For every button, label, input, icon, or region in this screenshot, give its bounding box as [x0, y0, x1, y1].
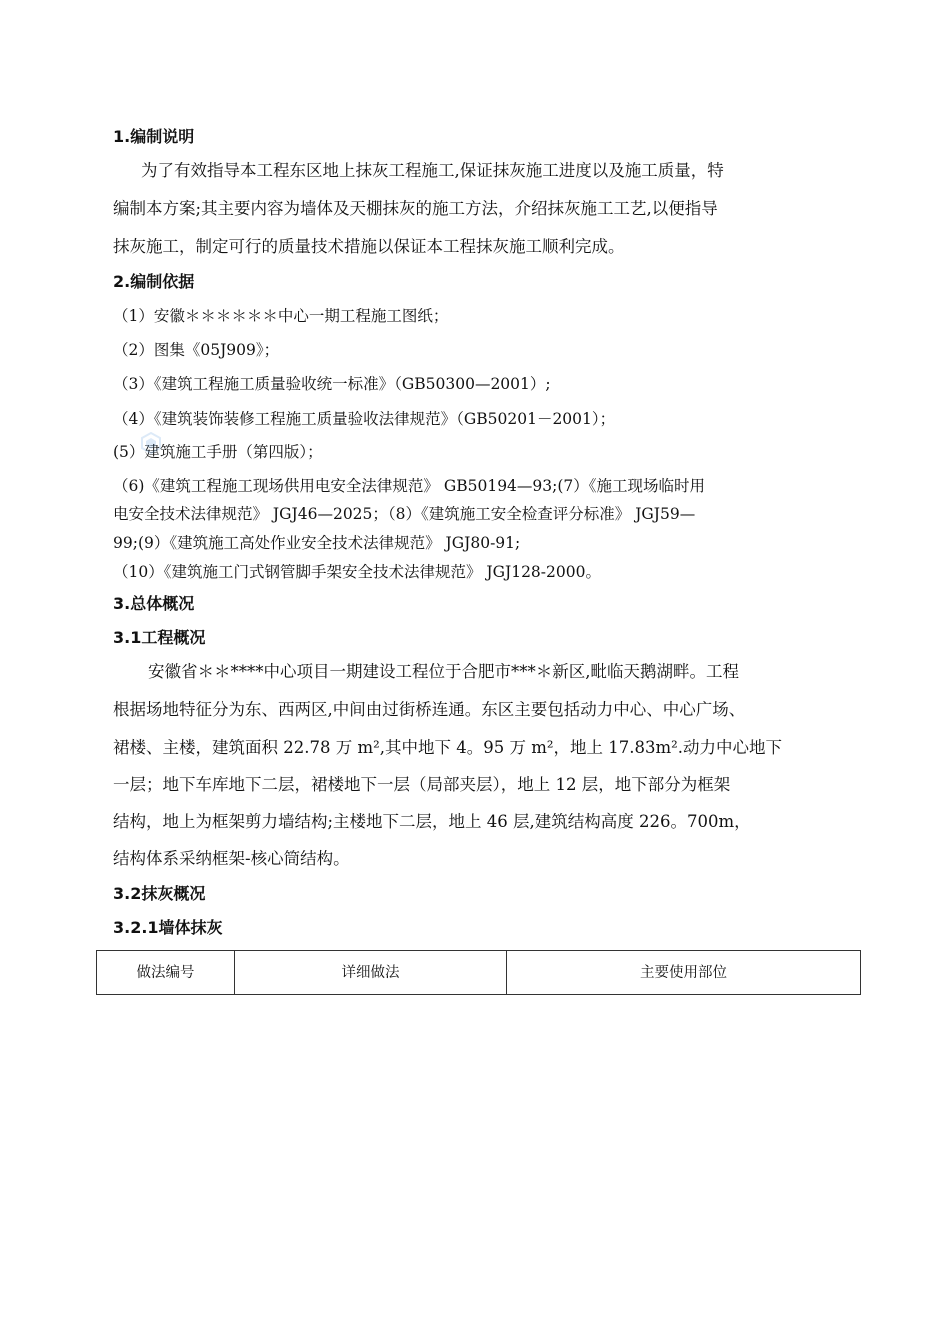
section-title-3-2: 3.2抹灰概况	[113, 884, 206, 903]
paragraph-line: 抹灰施工，制定可行的质量技术措施以保证本工程抹灰施工顺利完成。	[113, 237, 625, 256]
section-title-3: 3.总体概况	[113, 594, 195, 613]
reference-item: （4）《建筑装饰装修工程施工质量验收法律规范》（GB50201－2001）；	[113, 410, 616, 428]
section-title-3-2-1: 3.2.1墙体抹灰	[113, 918, 223, 937]
watermark-logo-icon	[140, 432, 162, 454]
reference-item: （1）安徽＊＊＊＊＊＊中心一期工程施工图纸；	[113, 307, 449, 325]
reference-item: (5）建筑施工手册（第四版）；	[113, 443, 323, 461]
table-header-row	[97, 951, 861, 995]
paragraph-line: 结构，地上为框架剪力墙结构;主楼地下二层，地上 46 层,建筑结构高度 226。700m，	[113, 812, 751, 831]
table-header-cell: 主要使用部位	[507, 951, 861, 995]
paragraph-line: 根据场地特征分为东、西两区,中间由过街桥连通。东区主要包括动力中心、中心广场、	[113, 700, 746, 719]
reference-item: 电安全技术法律规范》 JGJ46—2025；（8）《建筑施工安全检查评分标准》 JGJ59—	[113, 505, 696, 523]
reference-item: 99;(9）《建筑施工高处作业安全技术法律规范》 JGJ80-91;	[113, 534, 521, 552]
section-title-2: 2.编制依据	[113, 272, 195, 291]
reference-item: （6)《建筑工程施工现场供用电安全法律规范》 GB50194—93;(7）《施工现场临时用	[113, 477, 706, 495]
paragraph-line: 裙楼、主楼，建筑面积 22.78 万 m²,其中地下 4。95 万 m²，地上 17.83m².动力中心地下	[113, 738, 782, 757]
section-title-1: 1.编制说明	[113, 127, 195, 146]
paragraph-line: 安徽省＊＊****中心项目一期建设工程位于合肥市***＊新区,毗临天鹅湖畔。工程	[148, 662, 739, 681]
plaster-method-table	[96, 950, 861, 995]
reference-item: （2）图集《05J909》；	[113, 341, 280, 359]
paragraph-line: 编制本方案;其主要内容为墙体及天棚抹灰的施工方法，介绍抹灰施工工艺,以便指导	[113, 199, 718, 218]
section-title-3-1: 3.1工程概况	[113, 628, 206, 647]
table-header-cell: 详细做法	[235, 951, 507, 995]
paragraph-line: 一层；地下车库地下二层，裙楼地下一层（局部夹层），地上 12 层，地下部分为框架	[113, 775, 731, 794]
reference-item: （10）《建筑施工门式钢管脚手架安全技术法律规范》 JGJ128-2000。	[113, 563, 601, 581]
paragraph-line: 结构体系采纳框架-核心筒结构。	[113, 849, 350, 868]
paragraph-line: 为了有效指导本工程东区地上抹灰工程施工,保证抹灰施工进度以及施工质量，特	[141, 161, 724, 180]
table-header-cell: 做法编号	[97, 951, 235, 995]
reference-item: （3）《建筑工程施工质量验收统一标准》（GB50300—2001）;	[113, 375, 551, 393]
